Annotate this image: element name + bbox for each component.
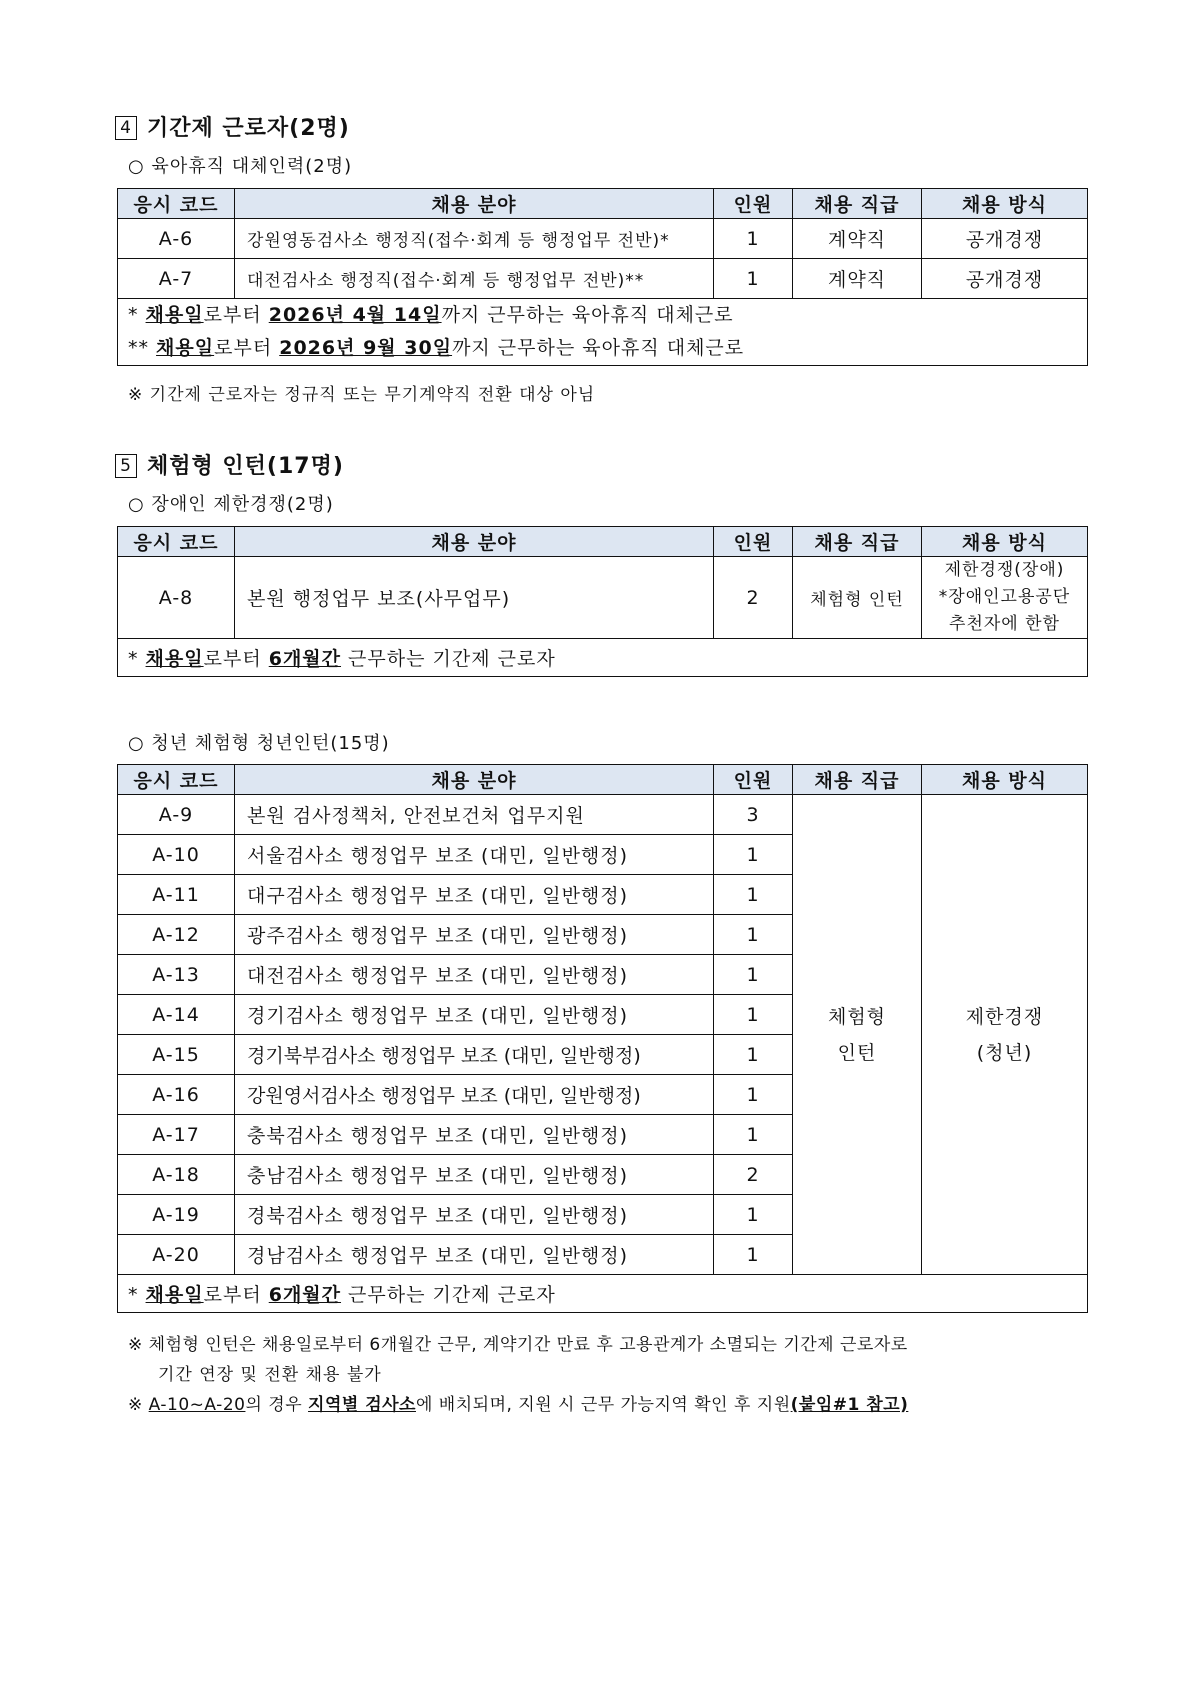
code-cell: A-10 xyxy=(118,835,235,875)
footnote-emph: 채용일 xyxy=(145,304,204,326)
count-cell: 1 xyxy=(714,219,793,259)
youth-table xyxy=(117,764,1088,1313)
header-field: 채용 분야 xyxy=(235,189,714,219)
count-cell: 2 xyxy=(714,557,793,639)
section4-number: 4 xyxy=(115,116,137,140)
footnote-mark: * xyxy=(128,1284,139,1306)
field-cell: 본원 행정업무 보조(사무업무) xyxy=(235,557,714,639)
youth-note-1-cont: 기간 연장 및 전환 채용 불가 xyxy=(158,1365,382,1385)
section5-subtitle: ○ 장애인 제한경쟁(2명) xyxy=(128,494,334,515)
count-cell: 1 xyxy=(714,875,793,915)
code-cell: A-15 xyxy=(118,1035,235,1075)
footnote-period: 6개월간 xyxy=(268,1284,342,1306)
field-cell: 충북검사소 행정업무 보조 (대민, 일반행정) xyxy=(235,1115,714,1155)
table-row xyxy=(118,795,1088,835)
footnote-date: 2026년 4월 14일 xyxy=(268,304,442,326)
code-cell: A-6 xyxy=(118,219,235,259)
table-footnote-row xyxy=(118,1275,1088,1313)
section5-title-text: 체험형 인턴(17명) xyxy=(147,454,344,479)
code-cell: A-9 xyxy=(118,795,235,835)
header-method: 채용 방식 xyxy=(922,527,1088,557)
field-cell: 경북검사소 행정업무 보조 (대민, 일반행정) xyxy=(235,1195,714,1235)
section4-note: ※ 기간제 근로자는 정규직 또는 무기계약직 전환 대상 아님 xyxy=(128,385,596,405)
footnote-line xyxy=(128,299,1083,332)
rank-line: 인턴 xyxy=(837,1041,877,1064)
code-cell: A-11 xyxy=(118,875,235,915)
method-line: 추천자에 한함 xyxy=(949,614,1060,634)
code-cell: A-16 xyxy=(118,1075,235,1115)
footnote-text: 로부터 xyxy=(203,648,269,670)
footnote-mark: ** xyxy=(128,337,149,359)
footnote-text: 근무하는 기간제 근로자 xyxy=(341,1284,556,1306)
table-row xyxy=(118,219,1088,259)
youth-note-1: ※ 체험형 인턴은 채용일로부터 6개월간 근무, 계약기간 만료 후 고용관계가 소멸되는 기간제 근로자로 xyxy=(128,1335,908,1355)
section5-number: 5 xyxy=(115,454,137,478)
rank-cell: 계약직 xyxy=(793,219,922,259)
count-cell: 3 xyxy=(714,795,793,835)
count-cell: 1 xyxy=(714,1035,793,1075)
note-emph: 지역별 검사소 xyxy=(308,1395,416,1415)
count-cell: 1 xyxy=(714,259,793,299)
header-rank: 채용 직급 xyxy=(793,527,922,557)
table-footnote-row xyxy=(118,639,1088,677)
note-codes: A-10~A-20 xyxy=(148,1395,246,1415)
section4-subtitle: ○ 육아휴직 대체인력(2명) xyxy=(128,156,353,177)
field-cell: 경기북부검사소 행정업무 보조 (대민, 일반행정) xyxy=(235,1035,714,1075)
table-footnote-row xyxy=(118,299,1088,366)
method-line: 제한경쟁(장애) xyxy=(944,560,1065,580)
section5-title xyxy=(115,449,344,480)
code-cell: A-12 xyxy=(118,915,235,955)
code-cell: A-19 xyxy=(118,1195,235,1235)
header-count: 인원 xyxy=(714,189,793,219)
field-cell: 대전검사소 행정직(접수·회계 등 행정업무 전반)** xyxy=(235,259,714,299)
method-cell: 공개경쟁 xyxy=(922,219,1088,259)
header-code: 응시 코드 xyxy=(118,765,235,795)
header-method: 채용 방식 xyxy=(922,765,1088,795)
count-cell: 1 xyxy=(714,1115,793,1155)
youth-note-2 xyxy=(128,1390,908,1415)
header-count: 인원 xyxy=(714,765,793,795)
code-cell: A-18 xyxy=(118,1155,235,1195)
header-code: 응시 코드 xyxy=(118,189,235,219)
rank-cell: 체험형 인턴 xyxy=(793,557,922,639)
section5-table xyxy=(117,526,1088,677)
footnote-emph: 채용일 xyxy=(145,648,204,670)
field-cell: 강원영서검사소 행정업무 보조 (대민, 일반행정) xyxy=(235,1075,714,1115)
table-header-row xyxy=(118,765,1088,795)
code-cell: A-7 xyxy=(118,259,235,299)
note-text: 의 경우 xyxy=(245,1395,309,1415)
count-cell: 1 xyxy=(714,955,793,995)
field-cell: 충남검사소 행정업무 보조 (대민, 일반행정) xyxy=(235,1155,714,1195)
field-cell: 강원영동검사소 행정직(접수·회계 등 행정업무 전반)* xyxy=(235,219,714,259)
method-cell xyxy=(922,557,1088,639)
footnote-date: 2026년 9월 30일 xyxy=(279,337,453,359)
count-cell: 1 xyxy=(714,915,793,955)
method-cell: 공개경쟁 xyxy=(922,259,1088,299)
header-rank: 채용 직급 xyxy=(793,765,922,795)
code-cell: A-13 xyxy=(118,955,235,995)
code-cell: A-17 xyxy=(118,1115,235,1155)
footnote-text: 로부터 xyxy=(203,1284,269,1306)
header-count: 인원 xyxy=(714,527,793,557)
method-line: (청년) xyxy=(976,1041,1033,1064)
footnote-cell xyxy=(118,639,1088,677)
footnote-text: 까지 근무하는 육아휴직 대체근로 xyxy=(452,337,745,359)
field-cell: 본원 검사정책처, 안전보건처 업무지원 xyxy=(235,795,714,835)
count-cell: 1 xyxy=(714,1075,793,1115)
header-code: 응시 코드 xyxy=(118,527,235,557)
header-field: 채용 분야 xyxy=(235,765,714,795)
code-cell: A-8 xyxy=(118,557,235,639)
field-cell: 대구검사소 행정업무 보조 (대민, 일반행정) xyxy=(235,875,714,915)
code-cell: A-20 xyxy=(118,1235,235,1275)
footnote-text: 로부터 xyxy=(214,337,280,359)
count-cell: 2 xyxy=(714,1155,793,1195)
footnote-cell xyxy=(118,1275,1088,1313)
section4-title-text: 기간제 근로자(2명) xyxy=(147,116,350,141)
table-row xyxy=(118,259,1088,299)
footnote-emph: 채용일 xyxy=(156,337,215,359)
table-header-row xyxy=(118,189,1088,219)
rank-cell: 계약직 xyxy=(793,259,922,299)
method-cell xyxy=(922,795,1088,1275)
footnote-cell xyxy=(118,299,1088,366)
count-cell: 1 xyxy=(714,835,793,875)
method-line: *장애인고용공단 xyxy=(938,587,1071,607)
header-method: 채용 방식 xyxy=(922,189,1088,219)
footnote-text: 까지 근무하는 육아휴직 대체근로 xyxy=(441,304,734,326)
table-row xyxy=(118,557,1088,639)
count-cell: 1 xyxy=(714,1235,793,1275)
footnote-text: 로부터 xyxy=(203,304,269,326)
method-line: 제한경쟁 xyxy=(965,1005,1044,1028)
field-cell: 경기검사소 행정업무 보조 (대민, 일반행정) xyxy=(235,995,714,1035)
field-cell: 경남검사소 행정업무 보조 (대민, 일반행정) xyxy=(235,1235,714,1275)
field-cell: 서울검사소 행정업무 보조 (대민, 일반행정) xyxy=(235,835,714,875)
section4-table xyxy=(117,188,1088,366)
footnote-text: 근무하는 기간제 근로자 xyxy=(341,648,556,670)
header-rank: 채용 직급 xyxy=(793,189,922,219)
table-header-row xyxy=(118,527,1088,557)
rank-line: 체험형 xyxy=(827,1005,887,1028)
youth-subtitle: ○ 청년 체험형 청년인턴(15명) xyxy=(128,733,390,754)
count-cell: 1 xyxy=(714,995,793,1035)
note-text: 에 배치되며, 지원 시 근무 가능지역 확인 후 지원 xyxy=(415,1395,791,1415)
header-field: 채용 분야 xyxy=(235,527,714,557)
footnote-emph: 채용일 xyxy=(145,1284,204,1306)
count-cell: 1 xyxy=(714,1195,793,1235)
field-cell: 대전검사소 행정업무 보조 (대민, 일반행정) xyxy=(235,955,714,995)
footnote-mark: * xyxy=(128,304,139,326)
code-cell: A-14 xyxy=(118,995,235,1035)
section4-title xyxy=(115,111,350,142)
field-cell: 광주검사소 행정업무 보조 (대민, 일반행정) xyxy=(235,915,714,955)
note-reference: (붙임#1 참고) xyxy=(790,1395,909,1415)
footnote-line xyxy=(128,332,1083,365)
footnote-period: 6개월간 xyxy=(268,648,342,670)
footnote-mark: * xyxy=(128,648,139,670)
note-mark: ※ xyxy=(128,1395,149,1415)
rank-cell xyxy=(793,795,922,1275)
